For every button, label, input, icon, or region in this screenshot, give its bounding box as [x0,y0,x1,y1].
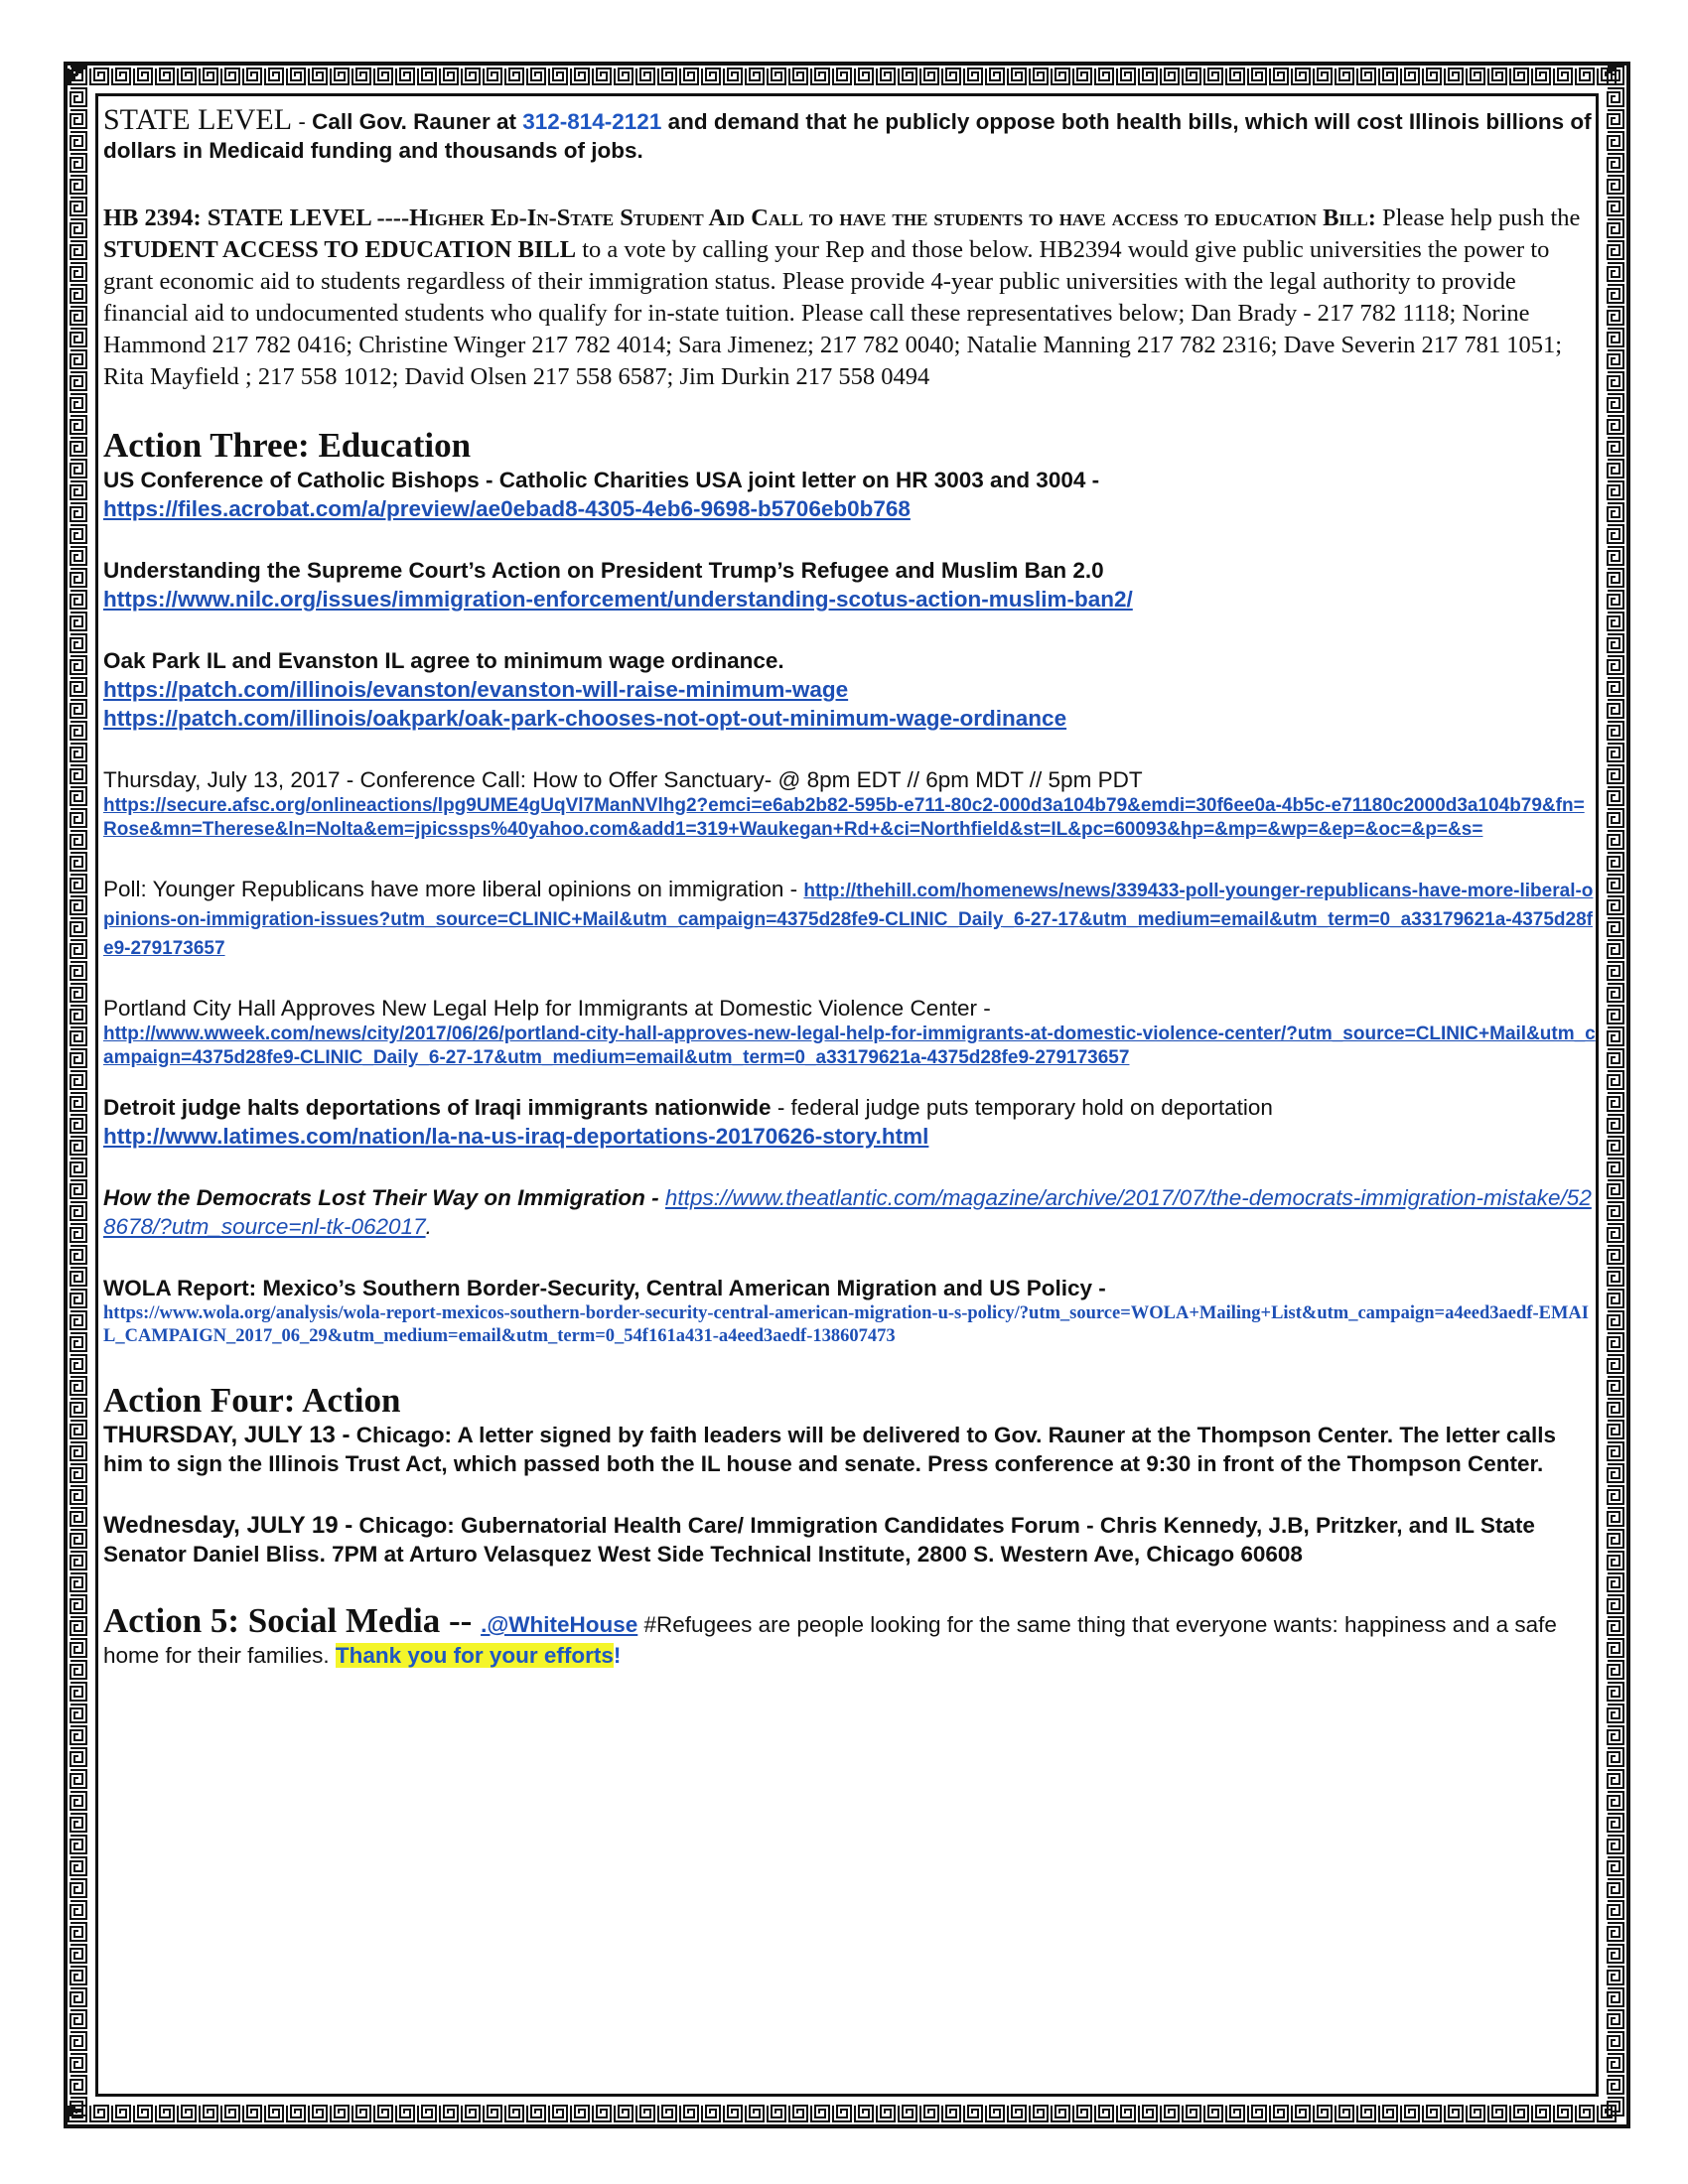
state-level-heading: STATE LEVEL [103,103,293,136]
border-pattern-bottom [68,2103,1626,2124]
border-pattern-top [68,66,1626,87]
item-link[interactable]: https://files.acrobat.com/a/preview/ae0ebad8-4305-4eb6-9698-b5706eb0b768 [103,496,911,521]
event-item [103,1511,1598,1569]
item-subtitle: - federal judge puts temporary hold on deportation [771,1095,1273,1120]
item-title: Understanding the Supreme Court’s Action on President Trump’s Refugee and Muslim Ban 2.0 [103,558,1104,583]
item-title: Portland City Hall Approves New Legal Help for Immigrants at Domestic Violence Center - [103,996,991,1021]
list-item [103,875,1598,961]
event-item [103,1421,1598,1478]
item-link[interactable]: http://www.wweek.com/news/city/2017/06/26/portland-city-hall-approves-new-legal-help-for-immigrants-at-domestic-violence-center/?utm_source=CLINIC+Mail&utm_campaign=4375d28fe9-CLINIC_Daily_6-27-17&utm_medium=email&utm_term=0_a33179621a-4375d28fe9-279173657 [103,1024,1596,1068]
list-item [103,556,1598,614]
border-pattern-right [1605,66,1626,2124]
list-item [103,1093,1598,1151]
item-link[interactable]: https://www.theatlantic.com/magazine/archive/2017/07/the-democrats-immigration-mistake/528678/?utm_source=nl-tk-062017 [103,1185,1592,1239]
event-date: Wednesday, JULY 19 - [103,1512,353,1539]
item-title: How the Democrats Lost Their Way on Immigration - [103,1185,659,1210]
list-item [103,994,1598,1070]
whitehouse-handle[interactable]: .@WhiteHouse [481,1612,638,1637]
document-body [103,105,1598,1670]
item-title: US Conference of Catholic Bishops - Catholic Charities USA joint letter on HR 3003 and 3004 - [103,468,1100,492]
item-link[interactable]: https://www.wola.org/analysis/wola-report-mexicos-southern-border-security-central-american-migration-u-s-policy/?utm_source=WOLA+Mailing+List&utm_campaign=a4eed3aedf-EMAIL_CAMPAIGN_2017_06_29&utm_medium=email&utm_term=0_54f161a431-a4eed3aedf-138607473 [103,1303,1589,1346]
list-item [103,646,1598,733]
list-item [103,466,1598,523]
list-item [103,1274,1598,1348]
item-title: WOLA Report: Mexico’s Southern Border-Security, Central American Migration and US Policy - [103,1276,1106,1300]
border-pattern-left [68,66,89,2124]
bill-title: Higher Ed-In-State Student Aid Call to have the students to have access to education Bill: [409,205,1376,231]
thanks-highlight: Thank you for your efforts [335,1643,614,1668]
item-title: Oak Park IL and Evanston IL agree to minimum wage ordinance. [103,648,784,673]
social-text: #Refugees are people looking for the same thing that everyone wants: happiness and a safe home for their families. [103,1612,1557,1668]
item-title: Thursday, July 13, 2017 - Conference Call: How to Offer Sanctuary- @ 8pm EDT // 6pm MDT // 5pm PDT [103,767,1143,792]
event-date: THURSDAY, JULY 13 - [103,1422,351,1448]
bill-name: STUDENT ACCESS TO EDUCATION BILL [103,236,577,263]
action-five-heading: Action 5: Social Media -- [103,1601,482,1640]
item-link[interactable]: http://www.latimes.com/nation/la-na-us-iraq-deportations-20170626-story.html [103,1124,929,1149]
item-link[interactable]: http://thehill.com/homenews/news/339433-poll-younger-republicans-have-more-liberal-opinions-on-immigration-issues?utm_source=CLINIC+Mail&utm_campaign=4375d28fe9-CLINIC_Daily_6-27-17&utm_medium=email&utm_term=0_a33179621a-4375d28fe9-279173657 [103,881,1594,959]
state-level-paragraph: STATE LEVEL - Call Gov. Rauner at 312-814-2121 and demand that he publicly oppose both health bills, which will cost Illinois billions of dollars in Medicaid funding and thousands of jobs. [103,103,1592,163]
page-border [64,62,1630,2128]
list-item: How the Democrats Lost Their Way on Immigration - https://www.theatlantic.com/magazine/archive/2017/07/the-democrats-immigration-mistake/528678/?utm_source=nl-tk-062017. [103,1185,1592,1239]
item-title: Detroit judge halts deportations of Iraqi immigrants nationwide [103,1095,772,1120]
item-link[interactable]: https://secure.afsc.org/onlineactions/lpg9UME4gUqVl7ManNVlhg2?emci=e6ab2b82-595b-e711-80c2-000d3a104b79&emdi=30f6ee0a-4b5c-e71180c2000d3a104b79&fn=Rose&mn=Therese&ln=Nolta&em=jpicssps%40yahoo.com&add1=319+Waukegan+Rd+&ci=Northfield&st=IL&pc=60093&hp=&mp=&wp=&ep=&oc=&p=&s= [103,795,1585,840]
social-media-paragraph: Action 5: Social Media -- .@WhiteHouse #Refugees are people looking for the same thing that everyone wants: happiness and a safe home for their families. Thank you for your efforts! [103,1601,1557,1668]
hb2394-paragraph: HB 2394: STATE LEVEL ----Higher Ed-In-State Student Aid Call to have the students to have access to education Bill: Please help push the STUDENT ACCESS TO EDUCATION BILL to a vote by calling your Rep and those below. HB2394 would give public universities the power to grant economic aid to students regardless of their immigration status. Please provide 4-year public universities with the legal authority to provide financial aid to undocumented students who qualify for in-state tuition. Please call these representatives below; Dan Brady - 217 782 1118; Norine Hammond 217 782 0416; Christine Winger 217 782 4014; Sara Jimenez; 217 782 0040; Natalie Manning 217 782 2316; Dave Severin 217 781 1051; Rita Mayfield ; 217 558 1012; David Olsen 217 558 6587; Jim Durkin 217 558 0494 [103,205,1581,390]
event-text: Chicago: A letter signed by faith leaders will be delivered to Gov. Rauner at the Thompson Center. The letter calls him to sign the Illinois Trust Act, which passed both the IL house and senate. Press conference at 9:30 in front of the Thompson Center. [103,1423,1556,1476]
item-link[interactable]: https://patch.com/illinois/evanston/evanston-will-raise-minimum-wage [103,677,849,702]
list-item [103,765,1598,842]
action-three-heading: Action Three: Education [103,426,472,465]
event-text: Chicago: Gubernatorial Health Care/ Immigration Candidates Forum - Chris Kennedy, J.B, Pritzker, and IL State Senator Daniel Bliss. 7PM at Arturo Velasquez West Side Technical Institute, 2800 S. Western Ave, Chicago 60608 [103,1513,1535,1567]
item-link[interactable]: https://patch.com/illinois/oakpark/oak-park-chooses-not-opt-out-minimum-wage-ordinance [103,706,1067,731]
action-four-heading: Action Four: Action [103,1381,401,1420]
item-title: Poll: Younger Republicans have more liberal opinions on immigration - [103,877,798,901]
bill-code: HB 2394: [103,205,202,231]
item-link[interactable]: https://www.nilc.org/issues/immigration-enforcement/understanding-scotus-action-muslim-ban2/ [103,587,1133,612]
governor-phone[interactable]: 312-814-2121 [522,109,662,134]
